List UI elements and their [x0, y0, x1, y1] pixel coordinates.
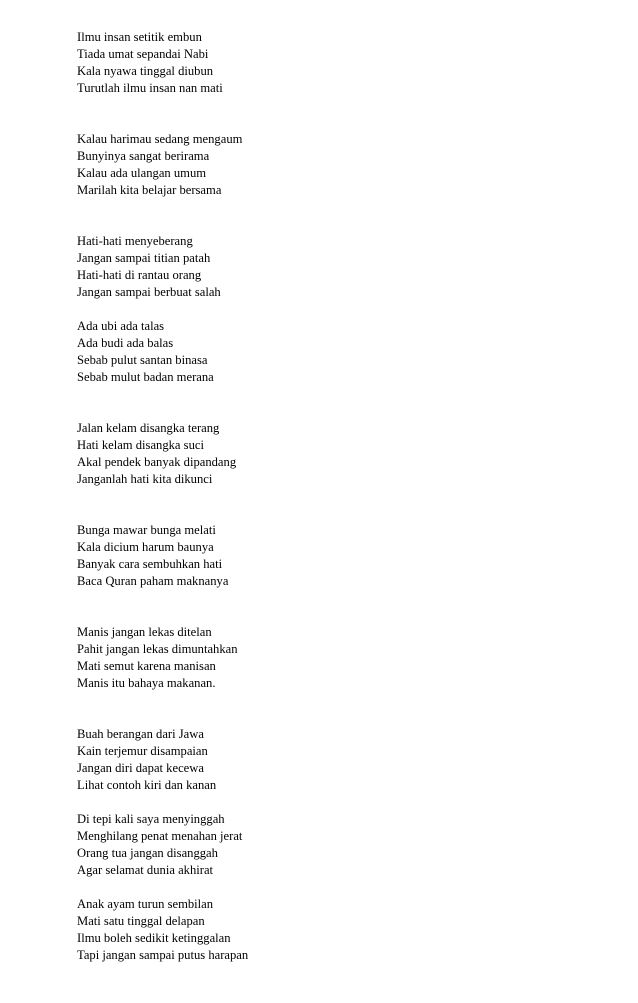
- poem-line: Kalau ada ulangan umum: [77, 166, 207, 181]
- poem-line: Jangan sampai titian patah: [77, 251, 211, 266]
- poem-line: Banyak cara sembuhkan hati: [77, 557, 223, 572]
- poem-line: Jangan sampai berbuat salah: [77, 285, 221, 300]
- stanza: [77, 420, 597, 488]
- poem-line: Mati satu tinggal delapan: [77, 914, 205, 929]
- poem-line: Tapi jangan sampai putus harapan: [77, 948, 249, 963]
- poem-line: Buah berangan dari Jawa: [77, 727, 204, 741]
- poem-line: Mati semut karena manisan: [77, 659, 216, 674]
- poem-line: Bunyinya sangat berirama: [77, 149, 210, 164]
- poem-line: Kala dicium harum baunya: [77, 540, 214, 555]
- stanza: [77, 726, 597, 794]
- poem-line: Kala nyawa tinggal diubun: [77, 64, 214, 79]
- stanza: [77, 318, 597, 386]
- poem-line: Ilmu insan setitik embun: [77, 30, 202, 44]
- poem-line: Bunga mawar bunga melati: [77, 523, 216, 537]
- poem-line: Sebab mulut badan merana: [77, 370, 214, 385]
- poem-line: Hati-hati menyeberang: [77, 234, 193, 248]
- stanza: [77, 131, 597, 199]
- poem-line: Hati-hati di rantau orang: [77, 268, 202, 283]
- poem-line: Manis itu bahaya makanan.: [77, 676, 216, 691]
- poem-line: Marilah kita belajar bersama: [77, 183, 222, 198]
- poem-line: Anak ayam turun sembilan: [77, 897, 214, 911]
- poem-line: Pahit jangan lekas dimuntahkan: [77, 642, 238, 657]
- stanza: [77, 522, 597, 590]
- poem-line: Orang tua jangan disanggah: [77, 846, 218, 861]
- poem-line: Tiada umat sepandai Nabi: [77, 47, 209, 62]
- poem-line: Sebab pulut santan binasa: [77, 353, 208, 368]
- stanza: [77, 233, 597, 301]
- poem-line: Baca Quran paham maknanya: [77, 574, 229, 589]
- poem-line: Kain terjemur disampaian: [77, 744, 208, 759]
- poem-line: Jalan kelam disangka terang: [77, 421, 220, 435]
- poem-line: Lihat contoh kiri dan kanan: [77, 778, 217, 793]
- poem-line: Hati kelam disangka suci: [77, 438, 204, 453]
- poem-line: Ada ubi ada talas: [77, 319, 165, 333]
- stanza: [77, 624, 597, 692]
- poem-line: Agar selamat dunia akhirat: [77, 863, 214, 878]
- poem-line: Akal pendek banyak dipandang: [77, 455, 237, 470]
- stanza: [77, 29, 597, 97]
- poem-line: Turutlah ilmu insan nan mati: [77, 81, 223, 96]
- poem-line: Di tepi kali saya menyinggah: [77, 812, 225, 826]
- poem-line: Ada budi ada balas: [77, 336, 174, 351]
- poem-line: Ilmu boleh sedikit ketinggalan: [77, 931, 231, 946]
- poem-line: Jangan diri dapat kecewa: [77, 761, 204, 776]
- stanza: [77, 896, 597, 964]
- poem-line: Menghilang penat menahan jerat: [77, 829, 243, 844]
- stanza: [77, 811, 597, 879]
- poem-line: Manis jangan lekas ditelan: [77, 625, 212, 639]
- poem-line: Janganlah hati kita dikunci: [77, 472, 213, 487]
- poem-line: Kalau harimau sedang mengaum: [77, 132, 243, 146]
